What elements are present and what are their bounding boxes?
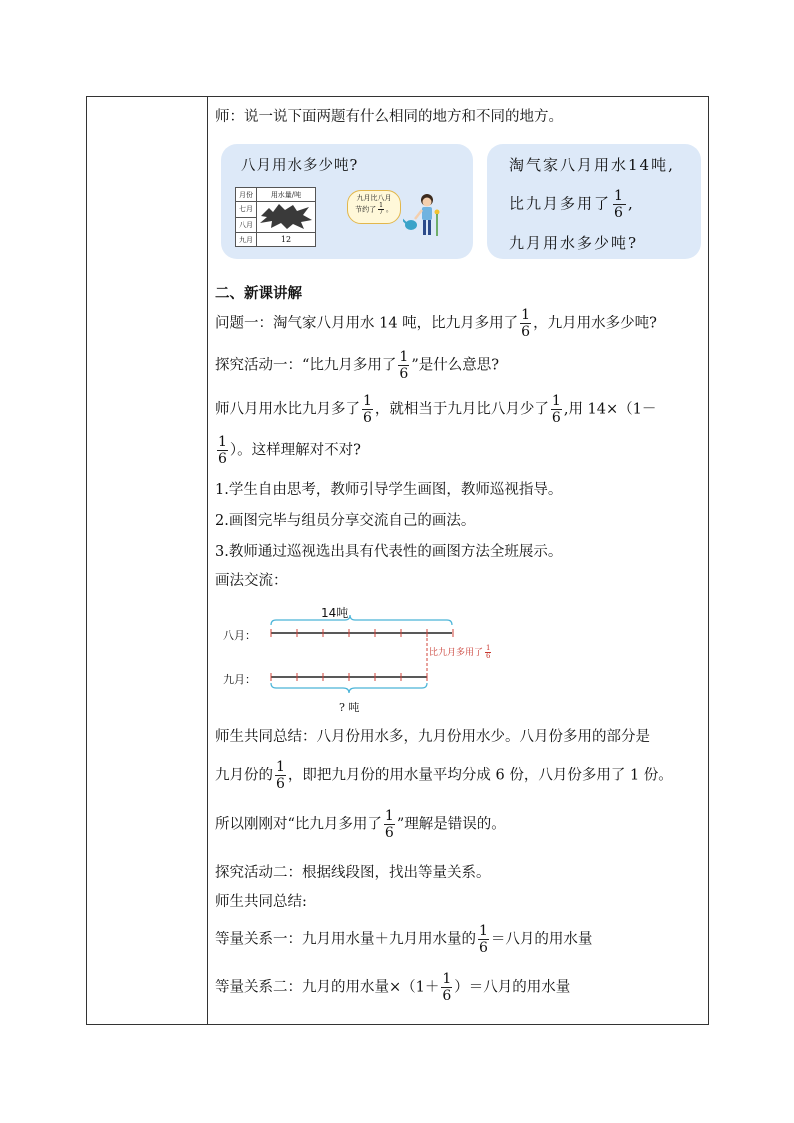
fraction (485, 645, 491, 660)
numerator: 1 (218, 434, 227, 450)
water-table (235, 187, 316, 247)
card-right (487, 144, 701, 259)
equation-2 (215, 971, 570, 1004)
diagram-row-september: 九月： (223, 673, 256, 686)
table-cell: 12 (257, 233, 316, 247)
wrong-understanding (215, 808, 506, 841)
teacher-text: 师八月用水比九月多了 (215, 401, 360, 418)
teacher-question (215, 393, 656, 426)
speech-line: 九月比八月 (356, 194, 392, 202)
diagram-row-august: 八月： (223, 629, 256, 642)
fraction (441, 971, 452, 1004)
fraction (217, 434, 228, 467)
denominator: 6 (614, 205, 625, 222)
denominator: 6 (218, 451, 227, 468)
speech-bubble (347, 190, 401, 224)
denominator: 6 (486, 652, 491, 660)
note-text: 比九月多用了 (429, 648, 484, 658)
denominator: 6 (399, 366, 409, 383)
denominator: 6 (384, 825, 394, 842)
numerator: 1 (521, 307, 531, 323)
table-header: 月份 (236, 188, 257, 202)
fraction (478, 923, 489, 956)
question-text: 问题一：淘气家八月用水 14 吨，比九月多用了 (215, 315, 519, 332)
card-right-line (509, 188, 635, 221)
numerator: 1 (442, 971, 452, 987)
step-3: 3.教师通过巡视选出具有代表性的画图方法全班展示。 (215, 544, 563, 560)
summary-1: 师生共同总结：八月份用水多，九月份用水少。八月份多用的部分是 (215, 729, 650, 745)
denominator: 6 (363, 410, 372, 427)
table-cell: 八月 (236, 217, 257, 233)
speech-text: 节约了 (355, 205, 377, 214)
numerator: 1 (479, 923, 488, 939)
table-cell: 七月 (236, 202, 257, 218)
fraction (275, 759, 286, 792)
speech-line (348, 203, 400, 216)
teacher-text: ）。这样理解对不对? (229, 442, 361, 459)
summary-text: ，即把九月份的用水量平均分成 6 份，八月份多用了 1 份。 (287, 767, 673, 784)
teacher-text: ，就相当于九月比八月少了 (374, 401, 549, 418)
teacher-text: ,用 14×（1－ (563, 401, 657, 418)
numerator: 1 (276, 759, 285, 775)
fraction (551, 393, 562, 426)
segment-diagram (215, 597, 515, 722)
equation-text: 等量关系一：九月用水量＋九月用水量的 (215, 931, 476, 948)
conclusion-text: 所以刚刚对“比九月多用了 (215, 816, 382, 833)
numerator: 1 (614, 188, 625, 204)
denominator: 7 (379, 209, 383, 217)
question-1 (215, 307, 657, 340)
card-left-title: 八月用水多少吨? (241, 158, 359, 174)
diagram-bottom-label: ? 吨 (339, 701, 360, 714)
lesson-table (86, 96, 709, 1025)
fraction (362, 393, 373, 426)
activity-2: 探究活动二：根据线段图，找出等量关系。 (215, 865, 491, 881)
denominator: 6 (551, 410, 561, 427)
tick-marks (271, 629, 453, 681)
question-text: ，九月用水多少吨? (533, 315, 657, 332)
denominator: 6 (479, 940, 488, 957)
teacher-question-cont (215, 434, 361, 467)
numerator: 1 (379, 202, 383, 210)
summary-text: 九月份的 (215, 767, 273, 784)
fraction (613, 188, 626, 221)
denominator: 6 (276, 776, 285, 793)
summary-2: 师生共同总结: (215, 894, 307, 910)
numerator: 1 (384, 808, 394, 824)
step-2: 2.画图完毕与组员分享交流自己的画法。 (215, 513, 476, 529)
table-header: 用水量/吨 (257, 188, 316, 202)
card-right-line: 九月用水多少吨? (509, 234, 639, 252)
card-right-text: , (627, 194, 635, 213)
card-right-text: 比九月多用了 (509, 194, 612, 213)
activity-text: ”是什么意思? (411, 357, 500, 374)
equation-text: 等量关系二：九月的用水量×（1＋ (215, 979, 440, 996)
equation-1 (215, 923, 592, 956)
fraction (398, 349, 409, 382)
lesson-content (215, 97, 703, 1024)
activity-text: 探究活动一：“比九月多用了 (215, 357, 397, 374)
denominator: 6 (442, 988, 452, 1005)
numerator: 1 (486, 644, 491, 652)
speech-text: 。 (385, 205, 393, 214)
equation-text: ＝八月的用水量 (490, 931, 593, 948)
fraction (384, 808, 395, 841)
summary-1-cont (215, 759, 673, 792)
numerator: 1 (551, 393, 561, 409)
card-right-line: 淘气家八月用水14吨, (509, 156, 675, 174)
activity-1 (215, 349, 499, 382)
diagram-note (429, 645, 493, 660)
ink-blot-icon (257, 202, 315, 230)
intro-text: 师：说一说下面两题有什么相同的地方和不同的地方。 (215, 109, 563, 125)
child-watering-icon (403, 192, 443, 242)
numerator: 1 (363, 393, 372, 409)
denominator: 6 (521, 324, 531, 341)
column-divider (207, 97, 208, 1024)
card-left (221, 144, 473, 259)
conclusion-text: ”理解是错误的。 (396, 816, 506, 833)
fraction (378, 203, 384, 216)
numerator: 1 (399, 349, 409, 365)
diagram-top-label: 14吨 (321, 606, 349, 620)
equation-text: ）＝八月的用水量 (454, 979, 571, 996)
fraction (520, 307, 531, 340)
section-heading: 二、新课讲解 (215, 286, 302, 302)
draw-label: 画法交流： (215, 573, 288, 589)
step-1: 1.学生自由思考，教师引导学生画图，教师巡视指导。 (215, 482, 563, 498)
table-cell (257, 202, 316, 233)
table-cell: 九月 (236, 233, 257, 247)
